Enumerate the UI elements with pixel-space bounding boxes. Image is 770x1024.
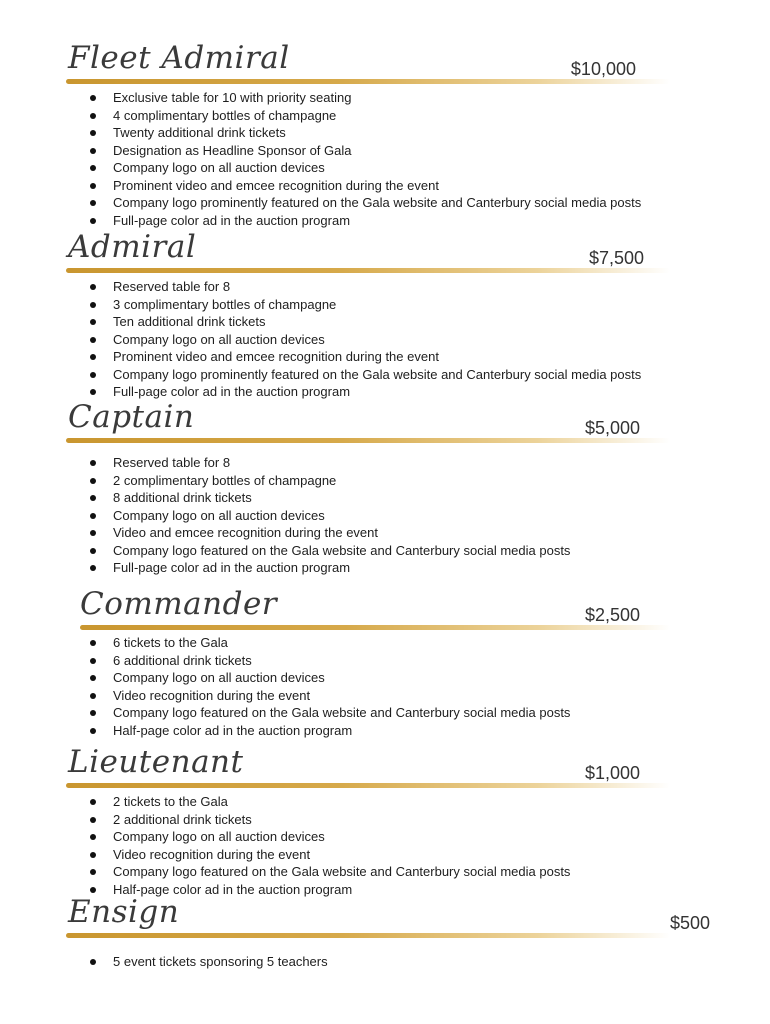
bullet-icon [90,640,96,646]
benefit-text: Full-page color ad in the auction program [113,560,351,575]
list-item [88,953,328,971]
list-item [88,793,570,811]
bullet-icon [90,130,96,136]
benefit-text: 4 complimentary bottles of champagne [113,107,337,123]
benefit-text: Video recognition during the event [113,846,311,862]
bullet-icon [90,675,96,681]
bullet-icon [90,319,96,325]
bullet-icon [90,389,96,395]
benefit-text: Designation as Headline Sponsor of Gala [113,142,352,158]
gold-divider [66,438,670,443]
benefit-text: Prominent video and emcee recognition during the event [113,177,439,193]
benefit-list [88,953,328,971]
benefit-text: Company logo on all auction devices [113,331,325,347]
benefit-text: 2 additional drink tickets [113,811,252,827]
tier-price: $2,500 [584,605,640,625]
benefit-text: Full-page color ad in the auction program [113,384,351,399]
tier-price: $7,500 [588,248,644,268]
gold-divider [66,933,670,938]
bullet-icon [90,200,96,206]
benefit-text: Full-page color ad in the auction program [113,212,351,228]
bullet-icon [90,693,96,699]
benefit-text: Reserved table for 8 [113,455,231,470]
tier-price: $500 [669,913,710,933]
bullet-icon [90,728,96,734]
list-item [88,472,570,490]
list-item [88,278,641,296]
tier-title: Lieutenant [68,744,244,780]
bullet-icon [90,869,96,875]
tier-header-fleet-admiral [66,40,670,84]
benefit-text: Company logo featured on the Gala website and Canterbury social media posts [113,705,571,720]
list-item [88,454,570,472]
benefit-text: 2 complimentary bottles of champagne [113,472,337,488]
bullet-icon [90,148,96,154]
bullet-icon [90,372,96,378]
list-item [88,177,641,195]
bullet-icon [90,530,96,536]
tier-header-ensign [66,894,710,938]
list-item [88,524,570,542]
benefit-text: Video and emcee recognition during the event [113,525,379,540]
bullet-icon [90,548,96,554]
bullet-icon [90,887,96,893]
benefit-text: 8 additional drink tickets [113,490,252,505]
benefit-text: Company logo on all auction devices [113,829,325,844]
tier-title: Ensign [68,894,180,930]
list-item [88,313,641,331]
benefit-text: 2 tickets to the Gala [113,794,228,809]
list-item [88,383,641,401]
list-item [88,142,641,160]
benefit-text: Reserved table for 8 [113,279,231,294]
bullet-icon [90,95,96,101]
benefit-text: Company logo on all auction devices [113,670,325,685]
bullet-icon [90,460,96,466]
bullet-icon [90,658,96,664]
list-item [88,559,570,577]
benefit-list [88,278,641,401]
list-item [88,348,641,366]
tier-price: $10,000 [570,59,636,79]
list-item [88,507,570,525]
benefit-text: 6 tickets to the Gala [113,635,228,650]
benefit-text: Company logo prominently featured on the Gala website and Canterbury social media posts [113,195,642,210]
benefit-list [88,793,570,898]
tier-title: Captain [68,399,195,435]
list-item [88,722,570,740]
list-item [88,828,570,846]
benefit-text: 5 event tickets sponsoring 5 teachers [113,954,328,969]
list-item [88,366,641,384]
tier-title: Admiral [68,229,197,265]
benefit-list [88,634,570,739]
benefit-text: Half-page color ad in the auction program [113,722,353,738]
list-item [88,846,570,864]
tier-price: $5,000 [584,418,640,438]
bullet-icon [90,710,96,716]
gold-divider [80,625,670,630]
bullet-icon [90,337,96,343]
benefit-text: 3 complimentary bottles of champagne [113,296,337,312]
benefit-text: Ten additional drink tickets [113,314,266,329]
bullet-icon [90,817,96,823]
list-item [88,634,570,652]
benefit-text: Company logo prominently featured on the Gala website and Canterbury social media posts [113,366,642,382]
benefit-text: Video recognition during the event [113,687,311,703]
gold-divider [66,783,670,788]
list-item [88,863,570,881]
list-item [88,652,570,670]
bullet-icon [90,799,96,805]
bullet-icon [90,302,96,308]
list-item [88,194,641,212]
tier-title: Commander [80,586,278,622]
benefit-text: Twenty additional drink tickets [113,125,286,140]
list-item [88,669,570,687]
list-item [88,489,570,507]
benefit-list [88,454,570,577]
benefit-text: Company logo on all auction devices [113,507,325,523]
benefit-text: Prominent video and emcee recognition during the event [113,349,439,364]
benefit-list [88,89,641,229]
tier-title: Fleet Admiral [68,40,290,76]
benefit-text: Company logo on all auction devices [113,160,325,175]
bullet-icon [90,284,96,290]
list-item [88,331,641,349]
benefit-text: 6 additional drink tickets [113,652,252,668]
bullet-icon [90,834,96,840]
list-item [88,542,570,560]
bullet-icon [90,513,96,519]
bullet-icon [90,959,96,965]
tier-header-commander [66,586,670,630]
list-item [88,159,641,177]
tier-price: $1,000 [584,763,640,783]
benefit-text: Company logo featured on the Gala website and Canterbury social media posts [113,542,571,558]
tier-header-admiral [66,229,670,273]
bullet-icon [90,113,96,119]
list-item [88,296,641,314]
list-item [88,704,570,722]
benefit-text: Half-page color ad in the auction program [113,881,353,897]
tier-header-lieutenant [66,744,670,788]
list-item [88,212,641,230]
bullet-icon [90,354,96,360]
list-item [88,124,641,142]
bullet-icon [90,852,96,858]
bullet-icon [90,165,96,171]
tier-header-captain [66,399,670,443]
bullet-icon [90,565,96,571]
bullet-icon [90,478,96,484]
bullet-icon [90,218,96,224]
benefit-text: Exclusive table for 10 with priority seating [113,90,352,105]
list-item [88,811,570,829]
benefit-text: Company logo featured on the Gala website and Canterbury social media posts [113,864,571,879]
gold-divider [66,268,670,273]
list-item [88,687,570,705]
list-item [88,107,641,125]
bullet-icon [90,495,96,501]
bullet-icon [90,183,96,189]
list-item [88,89,641,107]
